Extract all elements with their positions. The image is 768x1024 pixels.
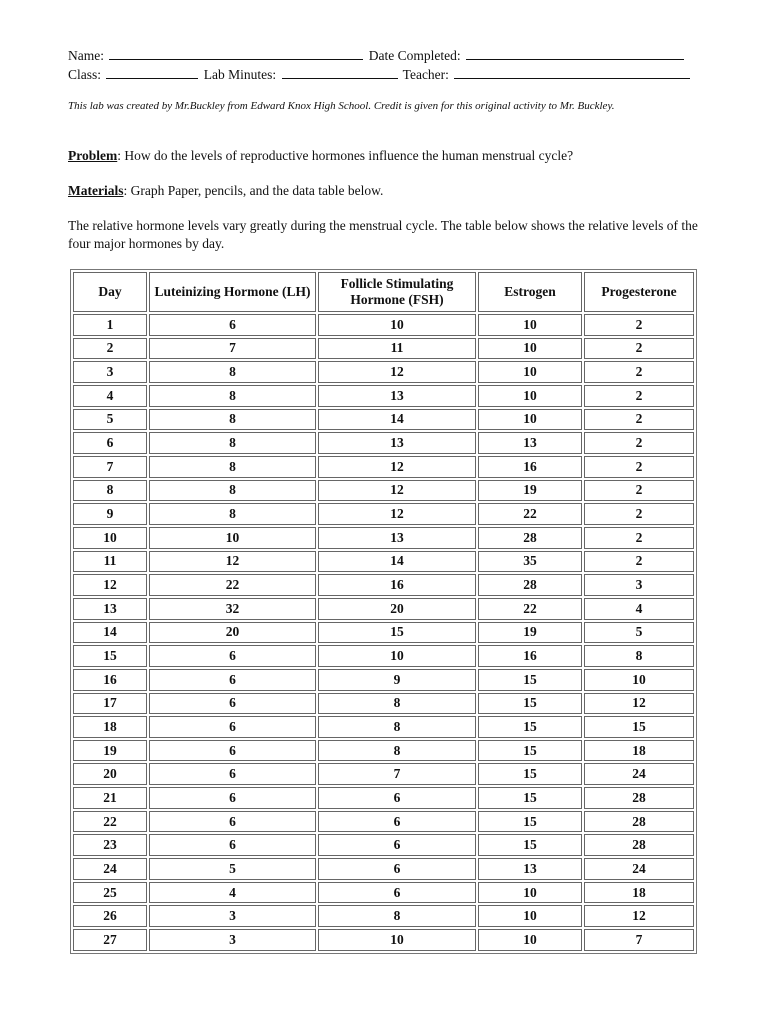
day-cell: 17 (73, 693, 147, 715)
date-completed-label: Date Completed: (368, 48, 461, 63)
lh-cell: 8 (149, 456, 316, 478)
estrogen-cell: 10 (478, 338, 582, 360)
estrogen-cell: 15 (478, 763, 582, 785)
progesterone-cell: 2 (584, 480, 694, 502)
fsh-cell: 12 (318, 480, 476, 502)
day-cell: 14 (73, 622, 147, 644)
lab-minutes-field[interactable] (282, 66, 398, 79)
estrogen-cell: 28 (478, 574, 582, 596)
day-cell: 7 (73, 456, 147, 478)
fsh-cell: 10 (318, 929, 476, 951)
progesterone-cell: 2 (584, 361, 694, 383)
name-label: Name: (68, 48, 104, 63)
table-row (73, 882, 694, 904)
lh-cell: 6 (149, 787, 316, 809)
day-cell: 1 (73, 314, 147, 336)
day-cell: 18 (73, 716, 147, 738)
fsh-cell: 15 (318, 622, 476, 644)
table-row (73, 409, 694, 431)
progesterone-cell: 10 (584, 669, 694, 691)
class-line (68, 66, 692, 83)
table-row (73, 858, 694, 880)
problem-label: Problem (68, 148, 118, 163)
table-row (73, 503, 694, 525)
fsh-cell: 9 (318, 669, 476, 691)
lh-cell: 6 (149, 763, 316, 785)
lh-cell: 6 (149, 645, 316, 667)
estrogen-cell: 15 (478, 669, 582, 691)
fsh-cell: 10 (318, 314, 476, 336)
lh-cell: 6 (149, 716, 316, 738)
lh-cell: 3 (149, 929, 316, 951)
day-cell: 8 (73, 480, 147, 502)
day-cell: 26 (73, 905, 147, 927)
table-row (73, 693, 694, 715)
day-cell: 21 (73, 787, 147, 809)
progesterone-cell: 2 (584, 338, 694, 360)
estrogen-cell: 10 (478, 361, 582, 383)
day-cell: 12 (73, 574, 147, 596)
materials-label: Materials (68, 183, 124, 198)
table-row (73, 622, 694, 644)
teacher-label: Teacher: (402, 67, 449, 82)
fsh-cell: 6 (318, 882, 476, 904)
estrogen-cell: 13 (478, 432, 582, 454)
intro-paragraph: The relative hormone levels vary greatly during the menstrual cycle. The table below shows the relative levels of the four major hormones by day. (68, 218, 698, 251)
fsh-cell: 7 (318, 763, 476, 785)
fsh-cell: 6 (318, 787, 476, 809)
lh-cell: 8 (149, 480, 316, 502)
table-row (73, 834, 694, 856)
estrogen-cell: 19 (478, 480, 582, 502)
materials-text: : Graph Paper, pencils, and the data table below. (123, 183, 384, 198)
estrogen-cell: 15 (478, 787, 582, 809)
fsh-cell: 6 (318, 834, 476, 856)
progesterone-cell: 2 (584, 432, 694, 454)
progesterone-cell: 3 (584, 574, 694, 596)
progesterone-cell: 2 (584, 385, 694, 407)
day-cell: 2 (73, 338, 147, 360)
lh-cell: 5 (149, 858, 316, 880)
day-cell: 27 (73, 929, 147, 951)
day-cell: 11 (73, 551, 147, 573)
table-body (73, 314, 694, 951)
lh-cell: 7 (149, 338, 316, 360)
table-row (73, 905, 694, 927)
day-cell: 16 (73, 669, 147, 691)
lab-minutes-label: Lab Minutes: (203, 67, 277, 82)
estrogen-cell: 15 (478, 834, 582, 856)
estrogen-cell: 15 (478, 693, 582, 715)
estrogen-cell: 10 (478, 905, 582, 927)
table-row (73, 456, 694, 478)
progesterone-cell: 18 (584, 882, 694, 904)
hormone-table (70, 269, 697, 954)
lh-cell: 6 (149, 693, 316, 715)
lh-cell: 32 (149, 598, 316, 620)
progesterone-cell: 2 (584, 456, 694, 478)
fsh-cell: 16 (318, 574, 476, 596)
problem-text: : How do the levels of reproductive hormones influence the human menstrual cycle? (117, 148, 574, 163)
estrogen-cell: 28 (478, 527, 582, 549)
teacher-field[interactable] (454, 66, 690, 79)
table-row (73, 314, 694, 336)
lh-cell: 6 (149, 811, 316, 833)
day-cell: 25 (73, 882, 147, 904)
day-cell: 15 (73, 645, 147, 667)
lh-cell: 22 (149, 574, 316, 596)
estrogen-cell: 22 (478, 598, 582, 620)
lh-cell: 8 (149, 409, 316, 431)
fsh-cell: 13 (318, 432, 476, 454)
day-cell: 3 (73, 361, 147, 383)
estrogen-cell: 10 (478, 929, 582, 951)
estrogen-cell: 10 (478, 882, 582, 904)
fsh-cell: 8 (318, 740, 476, 762)
progesterone-cell: 2 (584, 551, 694, 573)
day-cell: 6 (73, 432, 147, 454)
fsh-cell: 12 (318, 503, 476, 525)
name-field[interactable] (109, 47, 363, 60)
lh-cell: 3 (149, 905, 316, 927)
lh-cell: 6 (149, 834, 316, 856)
table-row (73, 574, 694, 596)
fsh-cell: 8 (318, 716, 476, 738)
class-label: Class: (68, 67, 102, 82)
table-row (73, 645, 694, 667)
day-cell: 22 (73, 811, 147, 833)
estrogen-cell: 15 (478, 716, 582, 738)
table-header-row (73, 272, 694, 312)
day-cell: 19 (73, 740, 147, 762)
table-row (73, 480, 694, 502)
table-row (73, 929, 694, 951)
day-cell: 10 (73, 527, 147, 549)
header-lh: Luteinizing Hormone (LH) (149, 272, 316, 312)
fsh-cell: 6 (318, 811, 476, 833)
lh-cell: 12 (149, 551, 316, 573)
progesterone-cell: 15 (584, 716, 694, 738)
day-cell: 4 (73, 385, 147, 407)
table-row (73, 551, 694, 573)
progesterone-cell: 2 (584, 314, 694, 336)
fsh-cell: 10 (318, 645, 476, 667)
name-line (68, 47, 686, 64)
estrogen-cell: 19 (478, 622, 582, 644)
header-day: Day (73, 272, 147, 312)
table-row (73, 361, 694, 383)
progesterone-cell: 24 (584, 763, 694, 785)
table-row (73, 787, 694, 809)
fsh-cell: 11 (318, 338, 476, 360)
credit-note: This lab was created by Mr.Buckley from Edward Knox High School. Credit is given for this original activity to Mr. Buckley. (68, 100, 615, 112)
fsh-cell: 8 (318, 905, 476, 927)
estrogen-cell: 10 (478, 385, 582, 407)
progesterone-cell: 5 (584, 622, 694, 644)
table-row (73, 338, 694, 360)
lh-cell: 8 (149, 385, 316, 407)
problem-statement (68, 147, 573, 165)
fsh-cell: 6 (318, 858, 476, 880)
header-estrogen: Estrogen (478, 272, 582, 312)
table-row (73, 811, 694, 833)
table-row (73, 763, 694, 785)
lh-cell: 6 (149, 314, 316, 336)
progesterone-cell: 7 (584, 929, 694, 951)
lh-cell: 4 (149, 882, 316, 904)
estrogen-cell: 13 (478, 858, 582, 880)
progesterone-cell: 12 (584, 693, 694, 715)
progesterone-cell: 28 (584, 834, 694, 856)
progesterone-cell: 4 (584, 598, 694, 620)
progesterone-cell: 2 (584, 503, 694, 525)
progesterone-cell: 18 (584, 740, 694, 762)
day-cell: 24 (73, 858, 147, 880)
lh-cell: 8 (149, 361, 316, 383)
progesterone-cell: 28 (584, 787, 694, 809)
estrogen-cell: 15 (478, 740, 582, 762)
progesterone-cell: 2 (584, 409, 694, 431)
progesterone-cell: 12 (584, 905, 694, 927)
table-row (73, 598, 694, 620)
lh-cell: 8 (149, 432, 316, 454)
progesterone-cell: 8 (584, 645, 694, 667)
header-fsh: Follicle Stimulating Hormone (FSH) (318, 272, 476, 312)
estrogen-cell: 15 (478, 811, 582, 833)
estrogen-cell: 35 (478, 551, 582, 573)
estrogen-cell: 16 (478, 645, 582, 667)
lh-cell: 20 (149, 622, 316, 644)
fsh-cell: 13 (318, 527, 476, 549)
fsh-cell: 12 (318, 456, 476, 478)
materials-statement (68, 182, 383, 200)
header-progesterone: Progesterone (584, 272, 694, 312)
fsh-cell: 12 (318, 361, 476, 383)
date-completed-field[interactable] (466, 47, 684, 60)
day-cell: 5 (73, 409, 147, 431)
estrogen-cell: 16 (478, 456, 582, 478)
class-field[interactable] (106, 66, 198, 79)
table-row (73, 740, 694, 762)
estrogen-cell: 22 (478, 503, 582, 525)
day-cell: 13 (73, 598, 147, 620)
fsh-cell: 13 (318, 385, 476, 407)
day-cell: 9 (73, 503, 147, 525)
table-row (73, 527, 694, 549)
table-row (73, 669, 694, 691)
estrogen-cell: 10 (478, 409, 582, 431)
table-row (73, 385, 694, 407)
fsh-cell: 8 (318, 693, 476, 715)
day-cell: 23 (73, 834, 147, 856)
table-row (73, 432, 694, 454)
progesterone-cell: 24 (584, 858, 694, 880)
fsh-cell: 20 (318, 598, 476, 620)
estrogen-cell: 10 (478, 314, 582, 336)
lh-cell: 8 (149, 503, 316, 525)
table-row (73, 716, 694, 738)
progesterone-cell: 28 (584, 811, 694, 833)
lh-cell: 10 (149, 527, 316, 549)
fsh-cell: 14 (318, 551, 476, 573)
progesterone-cell: 2 (584, 527, 694, 549)
day-cell: 20 (73, 763, 147, 785)
lh-cell: 6 (149, 740, 316, 762)
fsh-cell: 14 (318, 409, 476, 431)
lh-cell: 6 (149, 669, 316, 691)
